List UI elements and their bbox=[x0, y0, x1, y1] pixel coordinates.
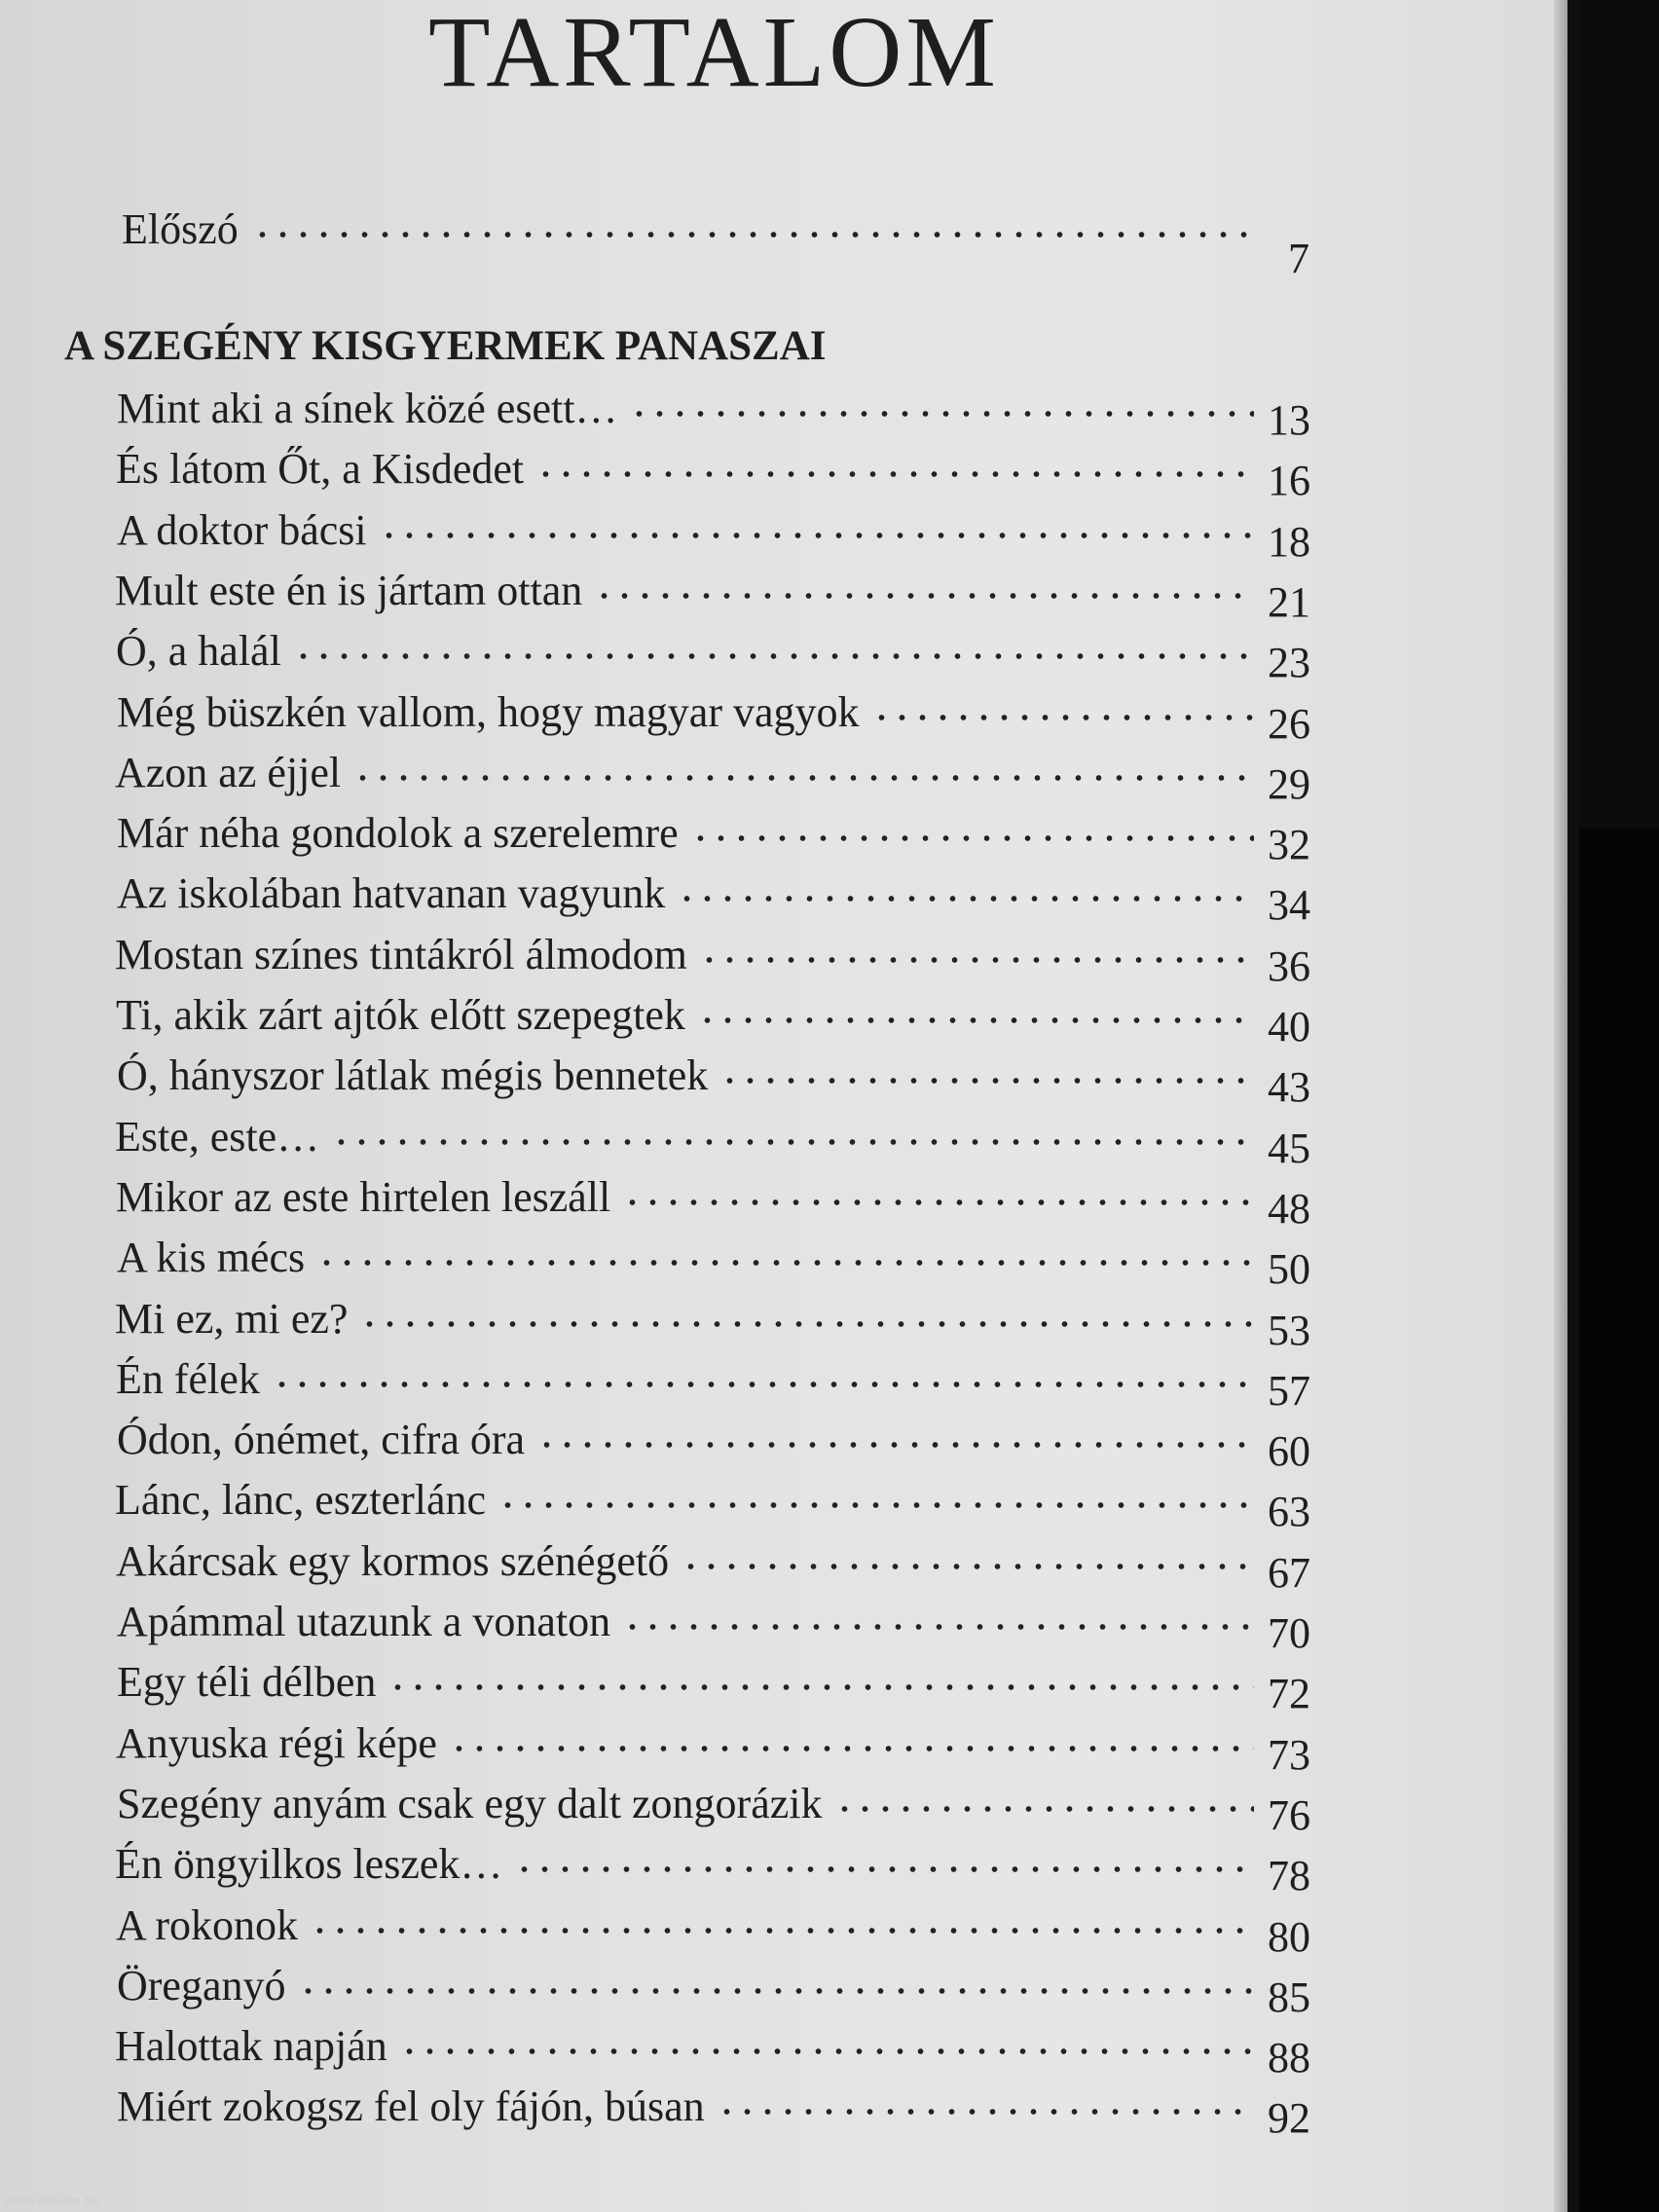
toc-entry bbox=[117, 1236, 1310, 1295]
toc-leader-dots bbox=[622, 1198, 1254, 1207]
toc-entry-title: És látom Őt, a Kisdedet bbox=[116, 445, 525, 493]
toc-entry-page: 50 bbox=[1268, 1245, 1310, 1293]
toc-entry-page: 45 bbox=[1268, 1124, 1310, 1172]
toc-entry bbox=[117, 1658, 1310, 1719]
toc-entry-page: 48 bbox=[1268, 1185, 1310, 1233]
toc-entry-title: Anyuska régi képe bbox=[116, 1719, 437, 1767]
toc-entry bbox=[117, 1416, 1310, 1477]
toc-entry-title: Ti, akik zárt ajtók előtt szepegtek bbox=[116, 991, 685, 1039]
toc-entry-page: 18 bbox=[1268, 518, 1310, 566]
toc-entry-title: Ó, hányszor látlak mégis bennetek bbox=[117, 1051, 709, 1099]
toc-leader-dots bbox=[871, 713, 1254, 722]
toc-entry-title: Mi ez, mi ez? bbox=[115, 1295, 349, 1343]
toc-leader-dots bbox=[719, 1076, 1254, 1086]
toc-leader-dots bbox=[681, 1562, 1254, 1571]
toc-leader-dots bbox=[449, 1744, 1254, 1753]
toc-leader-dots bbox=[690, 833, 1254, 843]
toc-entry-title: Öreganyó bbox=[117, 1962, 286, 2009]
toc-entry-title: Én öngyilkos leszek… bbox=[115, 1840, 503, 1888]
toc-leader-dots bbox=[699, 955, 1254, 965]
toc-entry-page: 40 bbox=[1268, 1003, 1310, 1051]
toc-leader-dots bbox=[399, 2046, 1254, 2056]
toc-entry-page: 32 bbox=[1268, 821, 1310, 868]
toc-entry-page: 34 bbox=[1268, 881, 1310, 929]
toc-entry-title: Én félek bbox=[116, 1355, 260, 1403]
toc-preface-row bbox=[122, 205, 1309, 282]
toc-entry-title: Mikor az este hirtelen leszáll bbox=[116, 1173, 611, 1221]
toc-entry-title: Mult este én is jártam ottan bbox=[115, 567, 583, 614]
toc-leader-dots bbox=[834, 1804, 1255, 1814]
toc-leader-dots bbox=[535, 469, 1254, 479]
toc-leader-dots bbox=[352, 773, 1254, 783]
toc-leader-dots bbox=[677, 894, 1254, 903]
toc-entry bbox=[117, 387, 1310, 446]
toc-entry-page: 70 bbox=[1268, 1609, 1310, 1657]
toc-entry bbox=[116, 445, 1310, 506]
background-dark-band bbox=[1579, 828, 1659, 2212]
toc-entry-title: Akárcsak egy kormos szénégető bbox=[116, 1537, 670, 1585]
toc-entry-title: A rokonok bbox=[116, 1901, 298, 1949]
toc-entry bbox=[117, 1598, 1310, 1659]
toc-entry-title: Azon az éjjel bbox=[115, 749, 342, 796]
toc-entry bbox=[116, 1719, 1310, 1781]
toc-leader-dots bbox=[387, 1682, 1254, 1692]
toc-entry-page: 67 bbox=[1268, 1549, 1310, 1597]
toc-entry-page: 13 bbox=[1268, 396, 1310, 444]
toc-entry-title: A kis mécs bbox=[117, 1234, 306, 1281]
toc-entry bbox=[115, 1840, 1310, 1901]
toc-leader-dots bbox=[272, 1380, 1254, 1389]
toc-leader-dots bbox=[697, 1015, 1254, 1025]
toc-leader-dots bbox=[310, 1926, 1254, 1936]
toc-entry bbox=[115, 931, 1310, 992]
toc-entry-page: 85 bbox=[1268, 1973, 1310, 2021]
toc-leader-dots bbox=[316, 1258, 1254, 1268]
toc-entry-title: Mostan színes tintákról álmodom bbox=[115, 931, 687, 978]
toc-entry-page: 29 bbox=[1268, 760, 1310, 808]
toc-entry bbox=[115, 567, 1310, 628]
toc-entry-page: 16 bbox=[1268, 457, 1310, 504]
toc-entry-title: Este, este… bbox=[115, 1113, 320, 1161]
toc-entry-title: Ódon, ónémet, cifra óra bbox=[117, 1416, 526, 1463]
toc-entry-page: 80 bbox=[1268, 1913, 1310, 1961]
toc-preface-page: 7 bbox=[1288, 235, 1309, 282]
toc-entry-title: Egy téli délben bbox=[117, 1658, 377, 1706]
toc-leader-dots bbox=[498, 1500, 1254, 1510]
toc-leader-dots bbox=[629, 409, 1254, 419]
toc-entry-title: Még büszkén vallom, hogy magyar vagyok bbox=[117, 688, 860, 736]
toc-entry-page: 21 bbox=[1268, 578, 1310, 626]
toc-leader-dots bbox=[622, 1622, 1254, 1632]
toc-entry bbox=[117, 2085, 1310, 2144]
toc-entry bbox=[117, 506, 1310, 568]
toc-entry-page: 60 bbox=[1268, 1427, 1310, 1475]
toc-leader-dots bbox=[331, 1137, 1254, 1147]
toc-entry bbox=[116, 1355, 1310, 1417]
toc-entry-page: 76 bbox=[1268, 1791, 1310, 1839]
toc-entry bbox=[117, 809, 1310, 870]
section-heading: A SZEGÉNY KISGYERMEK PANASZAI bbox=[64, 323, 827, 369]
toc-entry bbox=[115, 1295, 1310, 1356]
toc-entry-page: 92 bbox=[1268, 2094, 1310, 2142]
toc-entry bbox=[116, 1173, 1310, 1235]
toc-entry-page: 26 bbox=[1268, 700, 1310, 748]
toc-entry bbox=[115, 1113, 1310, 1174]
toc-entry bbox=[115, 749, 1310, 810]
toc-leader-dots bbox=[717, 2107, 1254, 2117]
toc-leader-dots bbox=[252, 230, 1249, 240]
toc-leader-dots bbox=[536, 1440, 1254, 1450]
watermark-text: Antikvarium.hu bbox=[4, 2193, 101, 2208]
toc-entry-title: Az iskolában hatvanan vagyunk bbox=[117, 869, 666, 917]
toc-entry bbox=[116, 1901, 1310, 1963]
toc-entry-page: 23 bbox=[1268, 639, 1310, 686]
toc-entry-title: Mint aki a sínek közé esett… bbox=[117, 385, 618, 432]
toc-entry-page: 36 bbox=[1268, 942, 1310, 990]
toc-entry-page: 57 bbox=[1268, 1367, 1310, 1415]
page-title: TARTALOM bbox=[428, 0, 1000, 108]
toc-entry bbox=[117, 1051, 1310, 1113]
toc-entry-title: Apámmal utazunk a vonaton bbox=[117, 1598, 611, 1645]
toc-preface-title: Előszó bbox=[122, 205, 239, 253]
toc-leader-dots bbox=[293, 651, 1254, 661]
toc-entry-page: 72 bbox=[1268, 1670, 1310, 1717]
toc-entry-title: A doktor bácsi bbox=[117, 506, 367, 554]
toc-entry-title: Halottak napján bbox=[115, 2022, 387, 2070]
toc-entry bbox=[116, 627, 1310, 688]
toc-entry-page: 43 bbox=[1268, 1063, 1310, 1111]
toc-entry bbox=[116, 1537, 1310, 1599]
toc-entry bbox=[115, 2022, 1310, 2083]
toc-leader-dots bbox=[359, 1319, 1254, 1329]
toc-leader-dots bbox=[514, 1864, 1254, 1874]
toc-entry-page: 63 bbox=[1268, 1488, 1310, 1535]
toc-entry-page: 88 bbox=[1268, 2034, 1310, 2082]
toc-entry bbox=[117, 1780, 1310, 1841]
toc-entry bbox=[117, 869, 1310, 931]
toc-entry-page: 78 bbox=[1268, 1852, 1310, 1899]
toc-entry-page: 53 bbox=[1268, 1307, 1310, 1354]
toc-entry bbox=[115, 1476, 1310, 1537]
toc-entry-title: Lánc, lánc, eszterlánc bbox=[115, 1476, 487, 1524]
toc-leader-dots bbox=[594, 591, 1254, 601]
toc-entry-title: Miért zokogsz fel oly fájón, búsan bbox=[117, 2083, 705, 2130]
toc-entry-title: Már néha gondolok a szerelemre bbox=[117, 809, 679, 857]
toc-entry-title: Ó, a halál bbox=[116, 627, 281, 675]
toc-entry bbox=[117, 1962, 1310, 2023]
toc-entry-title: Szegény anyám csak egy dalt zongorázik bbox=[117, 1780, 823, 1827]
toc-leader-dots bbox=[298, 1986, 1255, 1996]
toc-entry bbox=[116, 991, 1310, 1052]
page-edge-shadow bbox=[1554, 0, 1567, 2212]
toc-leader-dots bbox=[379, 531, 1254, 540]
toc-entry-page: 73 bbox=[1268, 1731, 1310, 1779]
toc-entry bbox=[117, 688, 1310, 750]
